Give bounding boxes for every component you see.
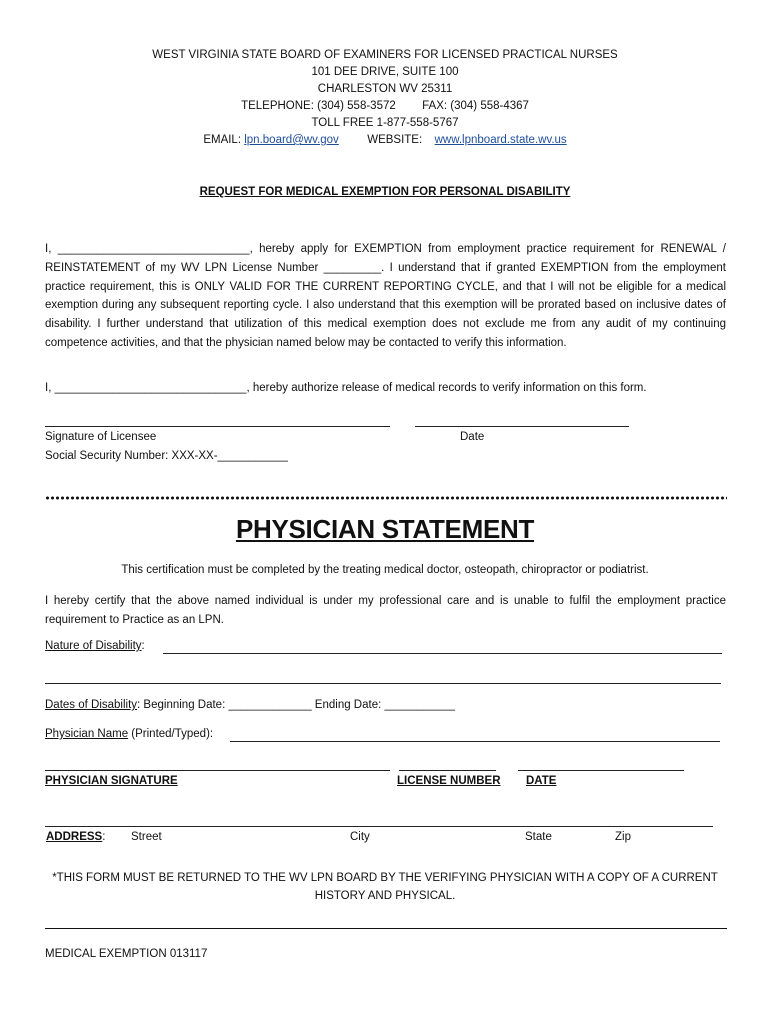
- address-field-label: [46, 831, 105, 843]
- request-paragraph: I, ______________________________, hereby apply for EXEMPTION from employment practice requirement for RENEWAL / REINSTATEMENT of my WV LPN License Number _________. I understand that if granted EXEMPTION from the employment practice requirement, this is ONLY VALID FOR THE CURRENT REPORTING CYCLE, and that I will not be eligible for a medical exemption during any subsequent reporting cycle. I also understand that this exemption will be prorated based on inclusive dates of disability. I further understand that utilization of this medical exemption does not exclude me from any audit of my continuing competence activities, and that the physician named below may be contacted to verify this information.: [45, 243, 726, 349]
- license-number-label: LICENSE NUMBER: [397, 775, 501, 787]
- license-number-line[interactable]: [399, 770, 496, 771]
- website-label: WEBSITE:: [367, 134, 423, 146]
- physician-name-line[interactable]: [230, 741, 720, 742]
- address-label: ADDRESS: [46, 831, 103, 843]
- email-link[interactable]: lpn.board@wv.gov: [244, 134, 339, 146]
- licensee-date-line[interactable]: [415, 426, 629, 427]
- nature-label: Nature of Disability: [45, 640, 142, 652]
- fax: FAX: (304) 558-4367: [422, 100, 529, 112]
- certify-paragraph: I hereby certify that the above named individual is under my professional care and is unable to fulfil the employment practice requirement to Practice as an LPN.: [45, 595, 726, 626]
- ssn-label: Social Security Number: XXX-XX-___________: [45, 450, 288, 462]
- licensee-signature-line[interactable]: [45, 426, 390, 427]
- address-line-2: CHARLESTON WV 25311: [317, 83, 453, 95]
- certification-note: This certification must be completed by the treating medical doctor, osteopath, chiropractor or podiatrist.: [121, 564, 649, 576]
- city-label: City: [350, 831, 370, 843]
- address-colon: :: [102, 831, 106, 843]
- dates-rest: : Beginning Date: _____________ Ending Date: ___________: [137, 699, 455, 711]
- physician-date-line[interactable]: [518, 770, 684, 771]
- state-label: State: [525, 831, 552, 843]
- footer-rule: [45, 928, 727, 929]
- telephone: TELEPHONE: (304) 558-3572: [241, 100, 396, 112]
- physician-signature-line[interactable]: [45, 770, 390, 771]
- street-label: Street: [131, 831, 162, 843]
- website-link[interactable]: www.lpnboard.state.wv.us: [434, 134, 567, 146]
- email-label: EMAIL:: [203, 134, 242, 146]
- address-line-1: 101 DEE DRIVE, SUITE 100: [311, 66, 459, 78]
- nature-field: [45, 640, 145, 652]
- nature-colon: :: [141, 640, 145, 652]
- letterhead: [45, 47, 725, 149]
- address-line[interactable]: [45, 826, 713, 827]
- authorize-line: I, ______________________________, hereby authorize release of medical records to verify information on this form.: [45, 382, 647, 394]
- physician-signature-label: PHYSICIAN SIGNATURE: [45, 775, 178, 787]
- physician-name-rest: (Printed/Typed):: [128, 728, 214, 740]
- zip-label: Zip: [615, 831, 631, 843]
- nature-line-2[interactable]: [45, 683, 721, 684]
- physician-name-field: [45, 728, 213, 740]
- form-title: REQUEST FOR MEDICAL EXEMPTION FOR PERSONAL DISABILITY: [199, 186, 571, 198]
- dotted-separator: [45, 496, 727, 500]
- org-name: WEST VIRGINIA STATE BOARD OF EXAMINERS FOR LICENSED PRACTICAL NURSES: [152, 49, 618, 61]
- return-notice: *THIS FORM MUST BE RETURNED TO THE WV LPN BOARD BY THE VERIFYING PHYSICIAN WITH A COPY OF A CURRENT HISTORY AND PHYSICAL.: [52, 872, 718, 902]
- date-label: Date: [460, 431, 485, 443]
- form-code: MEDICAL EXEMPTION 013117: [45, 948, 208, 960]
- physician-date-label: DATE: [526, 775, 557, 787]
- nature-line-1[interactable]: [163, 653, 722, 654]
- dates-label: Dates of Disability: [45, 699, 138, 711]
- dates-field: [45, 699, 455, 711]
- phone-fax-line: [45, 98, 725, 115]
- contact-line: [45, 132, 725, 149]
- signature-label: Signature of Licensee: [45, 431, 157, 443]
- physician-heading: PHYSICIAN STATEMENT: [235, 514, 535, 544]
- physician-name-label: Physician Name: [45, 728, 129, 740]
- toll-free: TOLL FREE 1-877-558-5767: [311, 117, 459, 129]
